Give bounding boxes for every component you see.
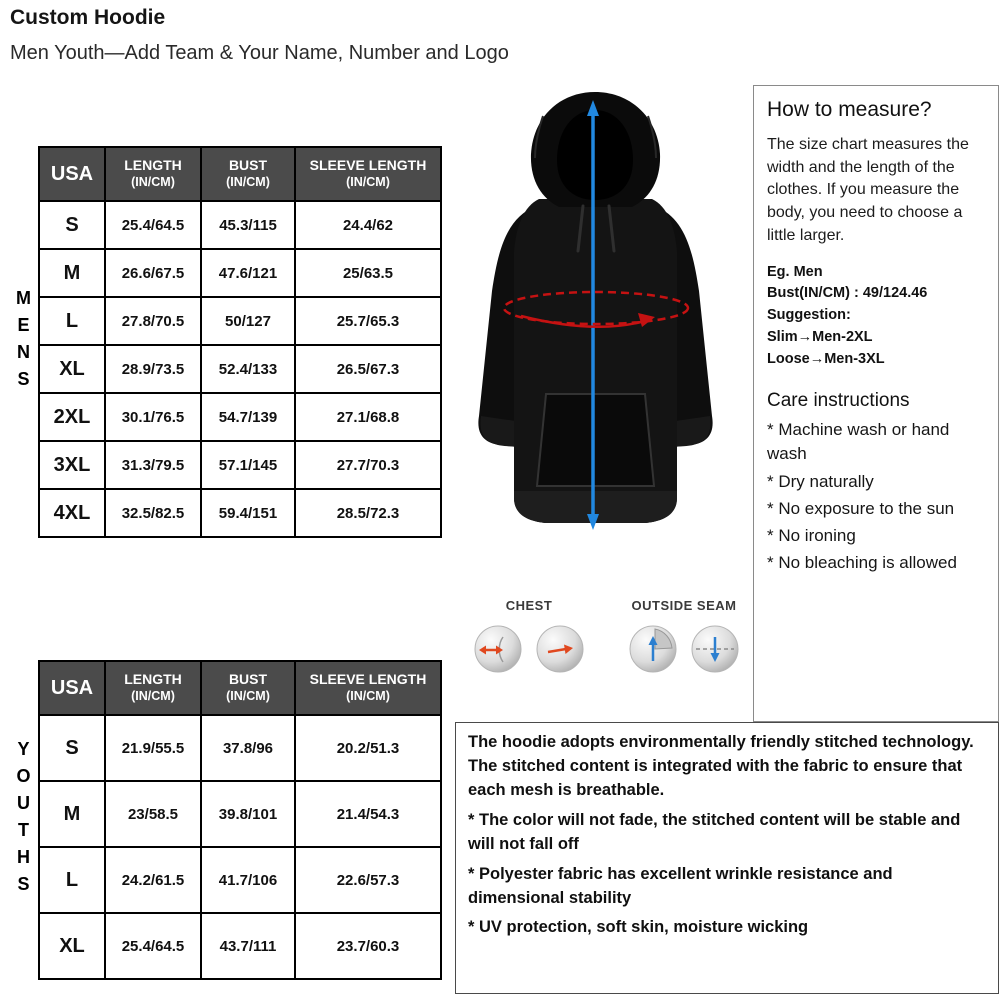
measurement-value: 21.4/54.3 (295, 781, 441, 847)
care-instruction-item: * No exposure to the sun (767, 498, 955, 518)
mens-size-table (38, 146, 442, 538)
measurement-value: 43.7/111 (201, 913, 295, 979)
measurement-value: 24.4/62 (295, 201, 441, 249)
care-instructions-list (767, 418, 986, 575)
seam-up-arrow-icon (629, 625, 677, 673)
mens-size-table-block (8, 146, 440, 538)
measurement-value: 23/58.5 (105, 781, 201, 847)
product-title: Custom Hoodie (10, 6, 166, 29)
outside-seam-icons (606, 625, 762, 673)
care-instructions-title: Care instructions (767, 390, 910, 412)
sizing-example-line: Bust(IN/CM) : 49/124.46 (767, 285, 928, 302)
product-subtitle: Men Youth—Add Team & Your Name, Number and Logo (10, 42, 509, 64)
size-label: L (39, 297, 105, 345)
measurement-value: 25.4/64.5 (105, 201, 201, 249)
column-header: LENGTH (IN/CM) (105, 661, 201, 715)
product-notes-box (455, 722, 999, 994)
size-row (39, 913, 441, 979)
measurement-value: 28.5/72.3 (295, 489, 441, 537)
size-label: 4XL (39, 489, 105, 537)
column-header: USA (39, 661, 105, 715)
size-row (39, 393, 441, 441)
seam-down-arrow-icon (691, 625, 739, 673)
size-label: XL (39, 345, 105, 393)
measurement-value: 27.1/68.8 (295, 393, 441, 441)
sizing-example-line: Suggestion: (767, 307, 851, 324)
size-row (39, 297, 441, 345)
hoodie-illustration (443, 86, 748, 586)
product-note: * The color will not fade, the stitched content will be stable and will not fall off (468, 810, 961, 853)
measurement-value: 27.8/70.5 (105, 297, 201, 345)
size-label: 2XL (39, 393, 105, 441)
care-instruction-item: * No ironing (767, 525, 856, 545)
sizing-example-line: Eg. Men (767, 263, 823, 280)
measurement-value: 27.7/70.3 (295, 441, 441, 489)
measurement-value: 52.4/133 (201, 345, 295, 393)
product-note: * UV protection, soft skin, moisture wicking (468, 918, 809, 937)
measurement-value: 25.4/64.5 (105, 913, 201, 979)
how-to-measure-body: The size chart measures the width and the length of the clothes. If you measure the body, you need to choose a little larger. (767, 136, 969, 244)
measurement-value: 28.9/73.5 (105, 345, 201, 393)
chest-width-arrow-icon (474, 625, 522, 673)
measurement-value: 31.3/79.5 (105, 441, 201, 489)
measurement-value: 24.2/61.5 (105, 847, 201, 913)
measurement-value: 21.9/55.5 (105, 715, 201, 781)
chest-measure-group (460, 598, 598, 673)
measurement-value: 30.1/76.5 (105, 393, 201, 441)
mens-group-label: MENS (13, 288, 34, 396)
measurement-value: 22.6/57.3 (295, 847, 441, 913)
measurement-value: 41.7/106 (201, 847, 295, 913)
chest-direction-arrow-icon (536, 625, 584, 673)
size-row (39, 847, 441, 913)
size-label: M (39, 249, 105, 297)
care-instruction-item: * No bleaching is allowed (767, 552, 957, 572)
measurement-value: 39.8/101 (201, 781, 295, 847)
column-header: SLEEVE LENGTH (IN/CM) (295, 147, 441, 201)
measurement-value: 59.4/151 (201, 489, 295, 537)
size-row (39, 201, 441, 249)
measurement-value: 20.2/51.3 (295, 715, 441, 781)
product-note: The hoodie adopts environmentally friendly stitched technology. The stitched content is integrated with the fabric to ensure that each mesh is breathable. (468, 733, 974, 799)
page-header (10, 6, 509, 65)
size-label: M (39, 781, 105, 847)
size-row (39, 345, 441, 393)
sizing-example-line: Slim→Men-2XL (767, 328, 873, 345)
size-label: S (39, 201, 105, 249)
size-row (39, 441, 441, 489)
size-row (39, 249, 441, 297)
size-row (39, 781, 441, 847)
care-instruction-item: * Dry naturally (767, 471, 874, 491)
youths-group-label: YOUTHS (13, 739, 34, 901)
measurement-value: 47.6/121 (201, 249, 295, 297)
product-note: * Polyester fabric has excellent wrinkle resistance and dimensional stability (468, 864, 893, 907)
hoodie-figure (443, 86, 751, 591)
youths-size-table-block (8, 660, 440, 980)
column-header: BUST (IN/CM) (201, 147, 295, 201)
measurement-value: 25.7/65.3 (295, 297, 441, 345)
how-to-measure-title: How to measure? (767, 98, 932, 121)
measurement-value: 37.8/96 (201, 715, 295, 781)
size-label: L (39, 847, 105, 913)
column-header: LENGTH (IN/CM) (105, 147, 201, 201)
size-label: S (39, 715, 105, 781)
sizing-example-line: Loose→Men-3XL (767, 350, 885, 367)
measurement-value: 57.1/145 (201, 441, 295, 489)
measurement-value: 26.6/67.5 (105, 249, 201, 297)
size-row (39, 715, 441, 781)
column-header: SLEEVE LENGTH (IN/CM) (295, 661, 441, 715)
measurement-value: 32.5/82.5 (105, 489, 201, 537)
measurement-value: 26.5/67.3 (295, 345, 441, 393)
care-instruction-item: * Machine wash or hand wash (767, 420, 950, 464)
size-row (39, 489, 441, 537)
measurement-value: 50/127 (201, 297, 295, 345)
chest-label: CHEST (505, 598, 553, 613)
measurement-value: 54.7/139 (201, 393, 295, 441)
chest-icons (460, 625, 598, 673)
sizing-example (767, 262, 986, 371)
size-label: 3XL (39, 441, 105, 489)
column-header: BUST (IN/CM) (201, 661, 295, 715)
column-header: USA (39, 147, 105, 201)
how-to-measure-panel (753, 85, 999, 722)
outside-seam-label: OUTSIDE SEAM (631, 598, 737, 613)
size-label: XL (39, 913, 105, 979)
table-header-row (39, 147, 441, 201)
table-header-row (39, 661, 441, 715)
measurement-value: 23.7/60.3 (295, 913, 441, 979)
measurement-value: 45.3/115 (201, 201, 295, 249)
youths-size-table (38, 660, 442, 980)
measurement-value: 25/63.5 (295, 249, 441, 297)
outside-seam-measure-group (606, 598, 762, 673)
